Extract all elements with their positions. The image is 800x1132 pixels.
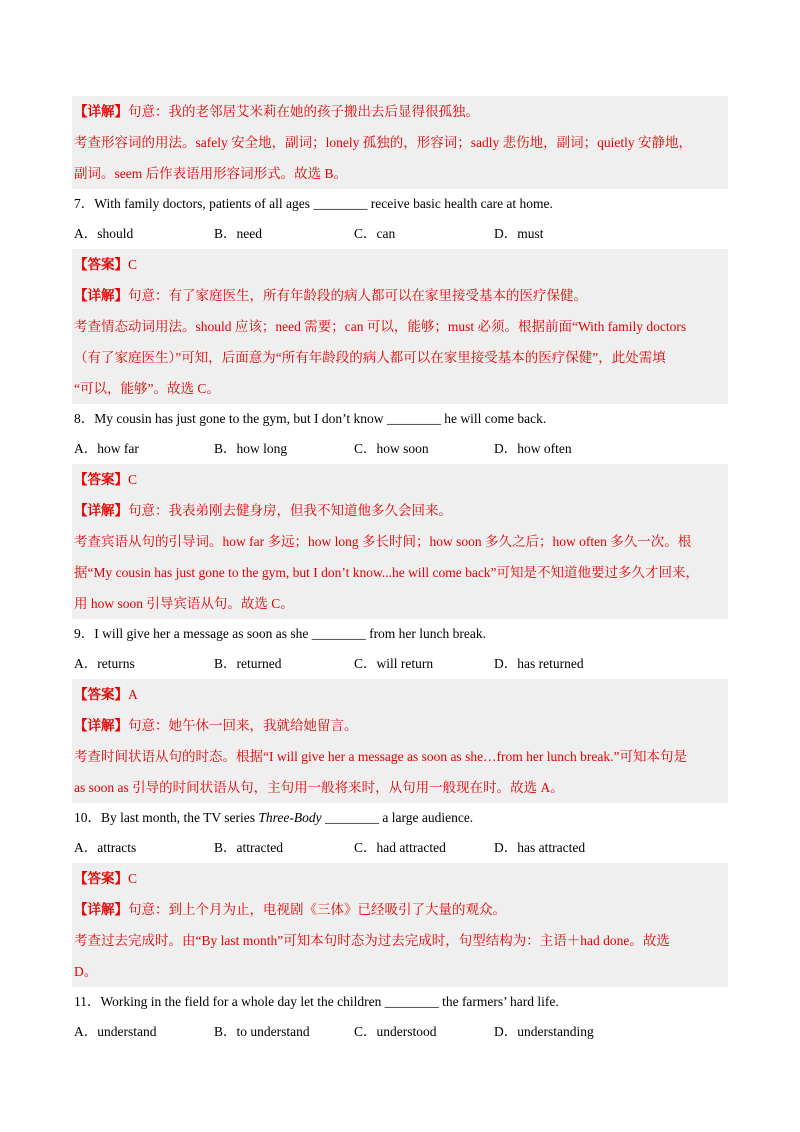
page-content — [72, 96, 728, 1047]
option-c: C．understood — [354, 1024, 437, 1039]
question-11: 11．Working in the field for a whole day let the children ________ the farmers’ hard life. — [74, 994, 559, 1009]
detail-tag: 【详解】 — [74, 718, 128, 733]
answer-tag: 【答案】 — [74, 871, 128, 886]
option-b: B．attracted — [214, 840, 283, 855]
detail-line — [74, 280, 726, 311]
analysis-line: 考查过去完成时。由“By last month”可知本句时态为过去完成时，句型结构为：主语＋had done。故选 — [74, 933, 670, 948]
option-d: D．how often — [494, 441, 572, 456]
question-text: ________ a large audience. — [321, 810, 474, 825]
option-a: A．how far — [74, 441, 139, 456]
option-c: C．had attracted — [354, 840, 446, 855]
analysis-line: as soon as 引导的时间状语从句，主句用一般将来时，从句用一般现在时。故选 A。 — [74, 780, 564, 795]
option-d: D．has returned — [494, 656, 584, 671]
analysis-line: 副词。seem 后作表语用形容词形式。故选 B。 — [74, 166, 347, 181]
analysis-line: （有了家庭医生）”可知，后面意为“所有年龄段的病人都可以在家里接受基本的医疗保健”，此处需填 — [74, 350, 666, 365]
question-7: 7．With family doctors, patients of all ages ________ receive basic health care at home. — [74, 196, 553, 211]
detail-text: 句意：到上个月为止，电视剧《三体》已经吸引了大量的观众。 — [128, 902, 506, 917]
answer-line — [74, 679, 726, 710]
detail-line — [74, 894, 726, 925]
options-7 — [72, 219, 728, 249]
option-d: D．has attracted — [494, 840, 586, 855]
explanation-block-10 — [72, 863, 728, 987]
explanation-block-6 — [72, 96, 728, 189]
analysis-line: D。 — [74, 964, 98, 979]
options-9 — [72, 649, 728, 679]
question-9: 9．I will give her a message as soon as she ________ from her lunch break. — [74, 626, 487, 641]
answer-line — [74, 464, 726, 495]
detail-text: 句意：我的老邻居艾米莉在她的孩子搬出去后显得很孤独。 — [128, 104, 479, 119]
detail-tag: 【详解】 — [74, 104, 128, 119]
option-c: C．can — [354, 226, 396, 241]
detail-text: 句意：我表弟刚去健身房，但我不知道他多久会回来。 — [128, 503, 452, 518]
option-b: B．returned — [214, 656, 282, 671]
option-d: D．understanding — [494, 1024, 594, 1039]
explanation-block-7 — [72, 249, 728, 404]
answer-value: A — [128, 687, 138, 702]
detail-tag: 【详解】 — [74, 288, 128, 303]
detail-line — [74, 710, 726, 741]
detail-tag: 【详解】 — [74, 902, 128, 917]
analysis-line: 考查情态动词用法。should 应该；need 需要；can 可以，能够；must 必须。根据前面“With family doctors — [74, 319, 687, 334]
detail-line — [74, 495, 726, 526]
answer-tag: 【答案】 — [74, 472, 128, 487]
detail-text: 句意：她午休一回来，我就给她留言。 — [128, 718, 358, 733]
answer-line — [74, 863, 726, 894]
option-a: A．returns — [74, 656, 135, 671]
options-8 — [72, 434, 728, 464]
answer-value: C — [128, 257, 138, 272]
answer-tag: 【答案】 — [74, 687, 128, 702]
option-c: C．will return — [354, 656, 434, 671]
option-a: A．should — [74, 226, 134, 241]
analysis-line: 据“My cousin has just gone to the gym, but I don’t know...he will come back”可知是不知道他要过多久才回来， — [74, 565, 700, 580]
answer-value: C — [128, 472, 138, 487]
analysis-line: 用 how soon 引导宾语从句。故选 C。 — [74, 596, 294, 611]
option-b: B．need — [214, 226, 262, 241]
option-b: B．to understand — [214, 1024, 310, 1039]
detail-text: 句意：有了家庭医生，所有年龄段的病人都可以在家里接受基本的医疗保健。 — [128, 288, 587, 303]
option-d: D．must — [494, 226, 544, 241]
series-title: Three-Body — [258, 810, 322, 825]
analysis-line: 考查宾语从句的引导词。how far 多远；how long 多长时间；how soon 多久之后；how often 多久一次。根 — [74, 534, 692, 549]
option-b: B．how long — [214, 441, 288, 456]
analysis-line: 考查形容词的用法。safely 安全地，副词；lonely 孤独的，形容词；sadly 悲伤地，副词；quietly 安静地， — [74, 135, 692, 150]
options-11 — [72, 1017, 728, 1047]
answer-tag: 【答案】 — [74, 257, 128, 272]
question-10 — [72, 803, 728, 833]
options-10 — [72, 833, 728, 863]
explanation-block-8 — [72, 464, 728, 619]
analysis-line: 考查时间状语从句的时态。根据“I will give her a message as soon as she…from her lunch break.”可知本句是 — [74, 749, 688, 764]
option-a: A．understand — [74, 1024, 157, 1039]
detail-line — [74, 96, 726, 127]
detail-tag: 【详解】 — [74, 503, 128, 518]
option-c: C．how soon — [354, 441, 429, 456]
answer-line — [74, 249, 726, 280]
answer-value: C — [128, 871, 138, 886]
option-a: A．attracts — [74, 840, 137, 855]
question-text: 10．By last month, the TV series — [74, 810, 259, 825]
question-8: 8．My cousin has just gone to the gym, but I don’t know ________ he will come back. — [74, 411, 547, 426]
explanation-block-9 — [72, 679, 728, 803]
analysis-line: “可以，能够”。故选 C。 — [74, 381, 220, 396]
